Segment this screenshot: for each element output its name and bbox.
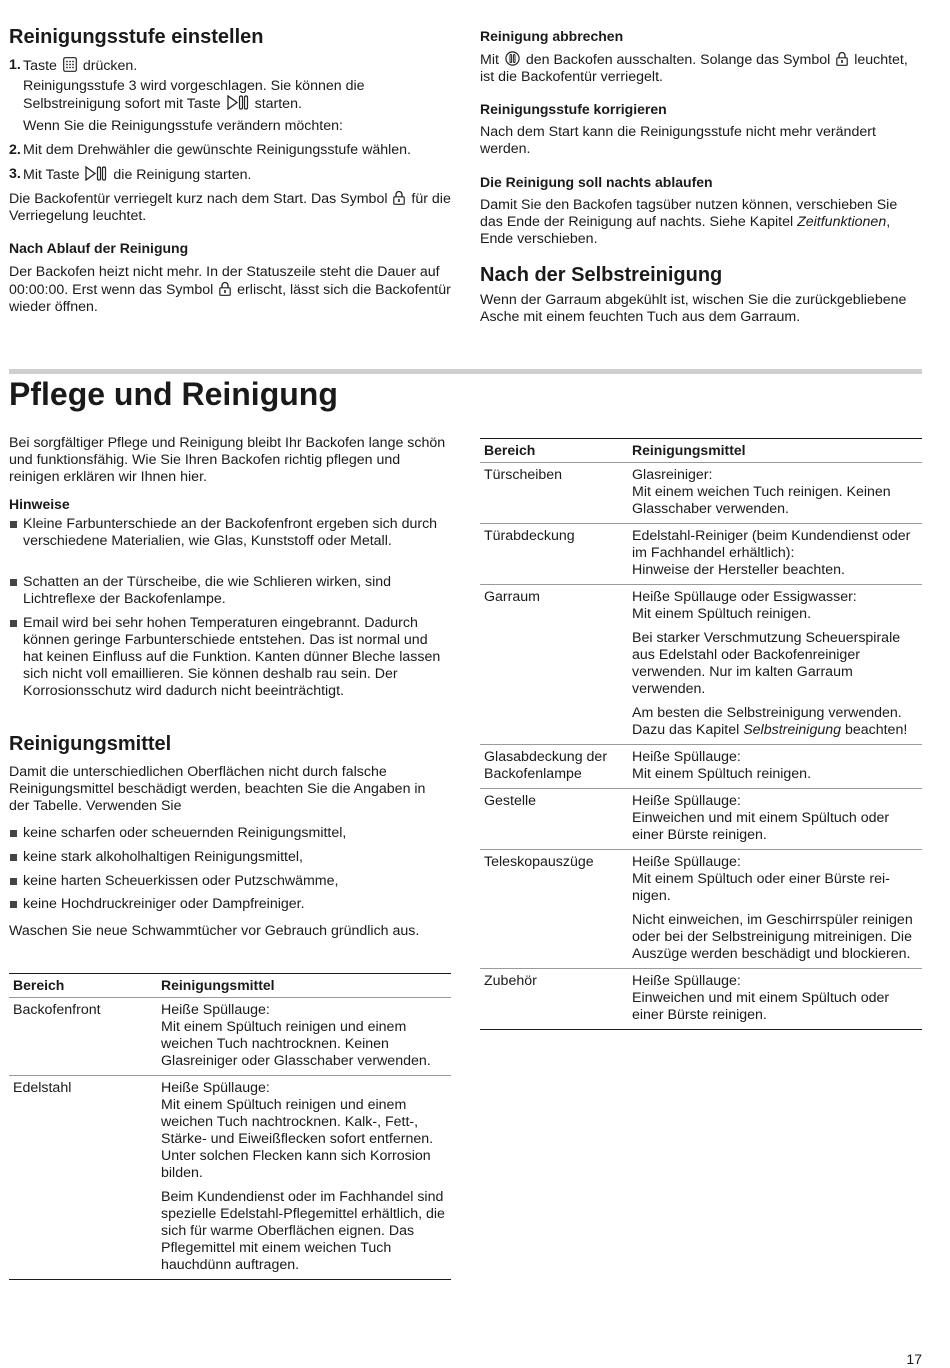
- cell-agent-paragraph: Heiße Spüllauge: Mit einem Spültuch reinigen und einem weichen Tuch nachtrocknen. Kalk-, Fett-, Stärke- und Eiweißflecken sofort entfernen. Unter solchen Flecken kann sich Korrosion bilden.: [161, 1080, 434, 1181]
- heading-night-cleaning: Die Reinigung soll nachts ablaufen: [480, 174, 713, 190]
- column-header-agent: Reinigungsmittel: [161, 977, 275, 993]
- care-intro-text: Bei sorgfältiger Pflege und Reinigung bleibt Ihr Backofen lange schön und funktionsfähig. Wie Sie Ihren Backofen richtig pflegen und reinigen erklären wir Ihnen hier.: [9, 435, 446, 485]
- cell-agent: [632, 854, 922, 963]
- cell-agent: [632, 973, 922, 1024]
- start-pause-icon: [227, 95, 249, 110]
- cleaning-agents-intro: Damit die unterschiedlichen Oberflächen nicht durch falsche Reinigungsmittel beschädigt werden, beachten Sie die Angaben in der Tabelle. Verwenden Sie: [9, 764, 426, 814]
- step-3: 3. Mit Taste die Reinigung starten.: [9, 166, 252, 183]
- cell-area: Türscheiben: [484, 467, 563, 483]
- heading-cleaning-level: Reinigungsstufe einstellen: [9, 26, 264, 48]
- page-number: 17: [906, 1351, 922, 1367]
- column-header-area: Bereich: [13, 977, 65, 993]
- cell-area: Zubehör: [484, 973, 537, 989]
- agent-restriction-item: keine stark alkoholhaltigen Reinigungsmittel,: [9, 849, 449, 866]
- cell-agent-paragraph: Bei starker Verschmutzung Scheuerspirale aus Edelstahl oder Backofenreiniger verwenden. Nur im kalten Garraum verwenden.: [632, 630, 901, 697]
- cell-agent: [161, 1002, 451, 1070]
- correct-level-text: Nach dem Start kann die Reinigungsstufe nicht mehr verändert werden.: [480, 124, 876, 157]
- cell-agent-paragraph: Heiße Spüllauge: Mit einem Spültuch oder einer Bürste reinigen.: [632, 854, 890, 904]
- cell-agent: [632, 467, 922, 518]
- heading-notes: Hinweise: [9, 496, 70, 512]
- night-cleaning-text: Damit Sie den Backofen tagsüber nutzen können, verschieben Sie das Ende der Reinigung auf nachts. Siehe Kapitel Zeitfunktionen, Ende verschieben.: [480, 197, 898, 247]
- table-row: [480, 584, 922, 744]
- table-row: [480, 523, 922, 584]
- heading-after-cleaning: Nach Ablauf der Reinigung: [9, 240, 189, 256]
- step-1-note: Wenn Sie die Reinigungsstufe verändern möchten:: [23, 118, 343, 134]
- lock-icon: [836, 51, 848, 66]
- note-item: Kleine Farbunterschiede an der Backofenfront ergeben sich durch verschiedene Materialien, wie Glas, Kunststoff oder Metall.: [9, 516, 449, 550]
- column-header-area: Bereich: [484, 442, 536, 458]
- section-cleaning-level: [9, 25, 451, 316]
- cell-agent-paragraph: Edelstahl-Reiniger (beim Kundendienst oder im Fachhandel erhältlich): Hinweise der Hersteller beachten.: [632, 528, 911, 578]
- lock-icon: [393, 190, 405, 205]
- section-care-intro: [9, 435, 451, 513]
- table-row: [480, 462, 922, 523]
- cell-agent: [632, 528, 922, 579]
- agent-restriction-item: keine Hochdruckreiniger oder Dampfreiniger.: [9, 896, 449, 913]
- table-row: [480, 968, 922, 1029]
- table-row: [9, 1075, 451, 1279]
- cell-agent-paragraph: Heiße Spüllauge: Einweichen und mit einem Spültuch oder einer Bürste reinigen.: [632, 793, 890, 843]
- table-header: [480, 439, 922, 462]
- start-pause-icon: [85, 166, 107, 181]
- cell-area: Glasabdeckung der Backofenlampe: [484, 749, 608, 782]
- table-row: [480, 788, 922, 849]
- step-2: 2. Mit dem Drehwähler die gewünschte Reinigungsstufe wählen.: [9, 142, 412, 158]
- step-1-description: Reinigungsstufe 3 wird vorgeschlagen. Sie können die Selbstreinigung sofort mit Taste starten.: [23, 78, 365, 112]
- cell-agent-paragraph: Heiße Spüllauge: Einweichen und mit einem Spültuch oder einer Bürste reinigen.: [632, 973, 890, 1023]
- abort-cleaning-text: Mit den Backofen ausschalten. Solange das Symbol leuchtet, ist die Backofentür verriegelt.: [480, 52, 908, 85]
- table-row: [480, 744, 922, 788]
- cell-area: Edelstahl: [13, 1080, 72, 1096]
- chapter-reference: Zeitfunktionen: [797, 214, 887, 230]
- heading-abort-cleaning: Reinigung abbrechen: [480, 28, 624, 44]
- table-row: [480, 849, 922, 968]
- cell-area: Türabdeckung: [484, 528, 575, 544]
- step-1: 1. Taste drücken.: [9, 57, 138, 74]
- column-header-agent: Reinigungsmittel: [632, 442, 746, 458]
- cell-agent-paragraph: Heiße Spüllauge oder Essigwasser: Mit einem Spültuch reinigen.: [632, 589, 857, 622]
- cell-agent: [161, 1080, 451, 1274]
- heading-after-self-cleaning: Nach der Selbstreinigung: [480, 264, 723, 286]
- cell-agent-paragraph: Heiße Spüllauge: Mit einem Spültuch reinigen und einem weichen Tuch nachtrocknen. Keinen Glasreiniger oder Glasschaber verwenden.: [161, 1002, 431, 1069]
- heading-correct-level: Reinigungsstufe korrigieren: [480, 101, 667, 117]
- lock-icon: [219, 281, 231, 296]
- cleaning-table-left: [9, 973, 451, 1280]
- cell-agent-paragraph: Nicht einweichen, im Geschirrspüler reinigen oder bei der Selbstreinigung mitreinigen. Die Auszüge werden beschädigt und blockieren.: [632, 912, 913, 962]
- section-cleaning-options: [480, 27, 922, 326]
- cell-area: Teleskopauszüge: [484, 854, 594, 870]
- note-item: Schatten an der Türscheibe, die wie Schlieren wirken, sind Lichtreflexe der Backofenlampe.: [9, 574, 449, 608]
- heading-cleaning-agents: Reinigungsmittel: [9, 733, 172, 755]
- sponge-note: Waschen Sie neue Schwammtücher vor Gebrauch gründlich aus.: [9, 923, 420, 939]
- cell-agent-paragraph: Glasreiniger: Mit einem weichen Tuch reinigen. Keinen Glasschaber verwenden.: [632, 467, 891, 517]
- agent-restriction-item: keine scharfen oder scheuernden Reinigungsmittel,: [9, 825, 449, 842]
- cleaning-table-right: [480, 438, 922, 1030]
- cleaning-button-icon: [63, 57, 77, 72]
- section-title: Pflege und Reinigung: [9, 376, 338, 412]
- cell-area: Garraum: [484, 589, 540, 605]
- cell-agent: [632, 749, 922, 783]
- table-row: [9, 997, 451, 1075]
- after-self-cleaning-text: Wenn der Garraum abgekühlt ist, wischen Sie die zurückgebliebene Asche mit einem feuchten Tuch aus dem Garraum.: [480, 292, 907, 325]
- table-header: [9, 974, 451, 997]
- cell-agent: [632, 793, 922, 844]
- cell-agent-paragraph: Heiße Spüllauge: Mit einem Spültuch reinigen.: [632, 749, 812, 782]
- note-item: Email wird bei sehr hohen Temperaturen eingebrannt. Dadurch können geringe Farbunterschiede entstehen. Das ist normal und hat keinen Einfluss auf die Funktion. Kanten dünner Bleche lassen sich nicht voll emaillieren. Sie können deshalb rau sein. Der Korrosionsschutz wird dadurch nicht beeinträchtigt.: [9, 615, 449, 700]
- agent-restriction-item: keine harten Scheuerkissen oder Putzschwämme,: [9, 873, 449, 890]
- cell-agent-paragraph: Beim Kundendienst oder im Fachhandel sind spezielle Edelstahl-Pflegemittel erhältlich, die sich für warme Oberflächen eignen. Das Pflegemittel mit einem weichen Tuch hauchdünn auftragen.: [161, 1189, 445, 1273]
- after-cleaning-text: Der Backofen heizt nicht mehr. In der Statuszeile steht die Dauer auf 00:00:00. Erst wenn das Symbol erlischt, lässt sich die Backofentür wieder öffnen.: [9, 264, 451, 315]
- cell-area: Backofenfront: [13, 1002, 101, 1018]
- lock-info: Die Backofentür verriegelt kurz nach dem Start. Das Symbol für die Verriegelung leuchtet.: [9, 191, 451, 224]
- cell-area: Gestelle: [484, 793, 537, 809]
- power-icon: [505, 51, 520, 66]
- cell-agent-paragraph: Am besten die Selbstreinigung verwenden. Dazu das Kapitel Selbstreinigung beachten!: [632, 705, 908, 738]
- cell-agent: [632, 589, 922, 739]
